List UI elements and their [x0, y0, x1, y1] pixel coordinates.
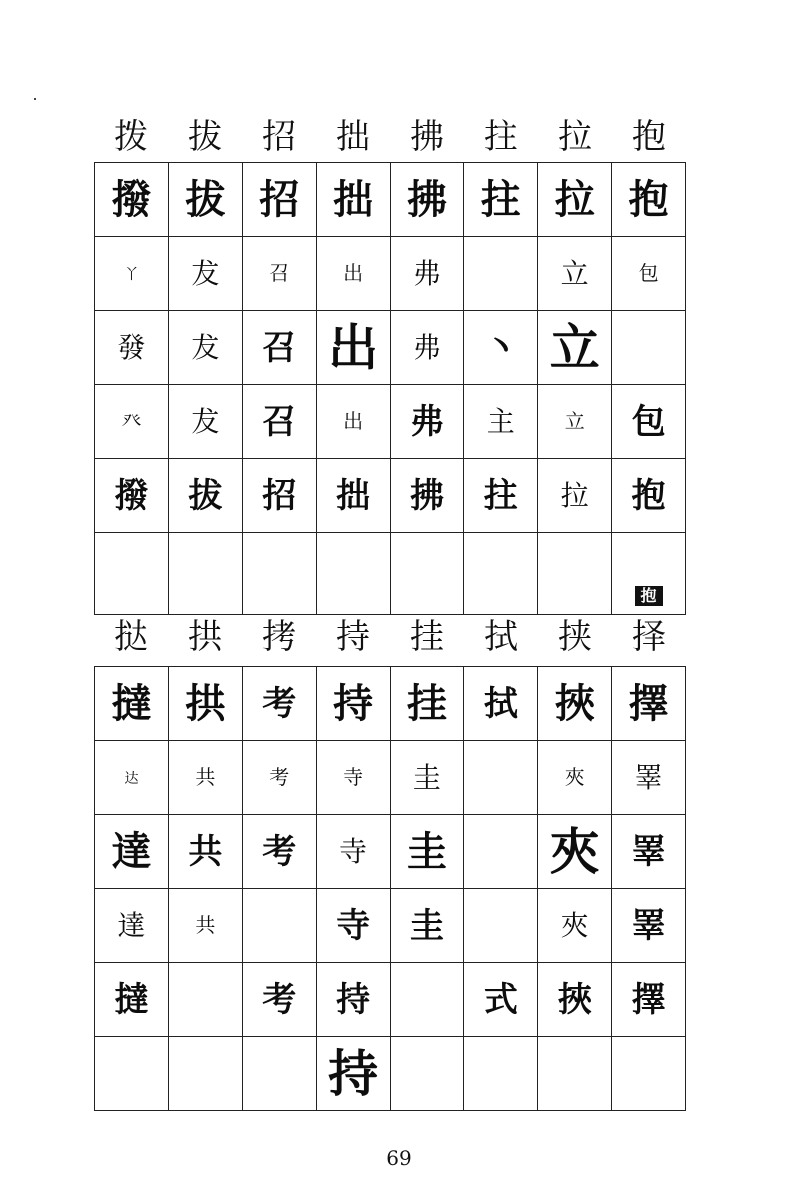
section-1-header-row	[94, 114, 686, 160]
glyph-cell	[612, 815, 686, 889]
glyph: 拉	[560, 478, 589, 512]
glyph: 共	[188, 831, 223, 872]
glyph-cell	[316, 533, 390, 615]
table-row	[95, 459, 686, 533]
glyph: 拱	[185, 680, 226, 727]
glyph: 丫	[124, 267, 139, 283]
table-row	[95, 963, 686, 1037]
glyph: 共	[195, 913, 216, 937]
glyph: 持	[333, 680, 374, 727]
header-char: 拙	[336, 117, 370, 157]
glyph-cell	[538, 667, 612, 741]
glyph: 挾	[557, 979, 592, 1020]
glyph: 包	[638, 261, 659, 285]
glyph: 撥	[114, 475, 149, 516]
glyph: 撥	[111, 176, 152, 223]
glyph-cell	[168, 163, 242, 237]
glyph-cell	[464, 533, 538, 615]
header-char: 持	[336, 617, 370, 657]
header-char: 抱	[632, 117, 666, 157]
glyph: 考	[262, 683, 297, 724]
glyph: 弗	[412, 256, 441, 290]
glyph: 寺	[339, 834, 368, 868]
glyph: 抱	[631, 475, 666, 516]
glyph-cell	[316, 963, 390, 1037]
glyph: 撻	[114, 979, 149, 1020]
glyph-cell	[168, 237, 242, 311]
glyph-cell	[316, 459, 390, 533]
glyph: 弗	[409, 401, 444, 442]
glyph: 挾	[554, 680, 595, 727]
glyph: 睪	[631, 905, 666, 946]
table-row	[95, 163, 686, 237]
header-char: 拱	[188, 617, 222, 657]
glyph-cell	[390, 1037, 464, 1111]
glyph: 包	[631, 401, 666, 442]
glyph-cell	[538, 889, 612, 963]
glyph-cell	[612, 963, 686, 1037]
glyph: 主	[486, 404, 515, 438]
glyph: 達	[117, 908, 146, 942]
glyph: 召	[262, 327, 297, 368]
section-2-glyph-table	[94, 666, 686, 1111]
header-char: 拭	[484, 617, 518, 657]
glyph: 圭	[409, 905, 444, 946]
glyph-cell	[316, 163, 390, 237]
glyph-cell	[390, 533, 464, 615]
glyph-cell	[538, 963, 612, 1037]
glyph-cell	[168, 667, 242, 741]
glyph-cell	[464, 459, 538, 533]
glyph-cell	[464, 963, 538, 1037]
glyph-cell	[316, 385, 390, 459]
glyph-cell	[464, 741, 538, 815]
glyph-cell	[242, 741, 316, 815]
glyph-cell	[612, 1037, 686, 1111]
glyph-cell	[168, 459, 242, 533]
header-char: 拂	[410, 117, 444, 157]
glyph: 拄	[483, 475, 518, 516]
glyph: 共	[195, 765, 216, 789]
glyph-cell	[538, 1037, 612, 1111]
glyph-cell	[390, 815, 464, 889]
glyph-cell	[242, 963, 316, 1037]
glyph-cell	[464, 163, 538, 237]
glyph: 召	[269, 261, 290, 285]
header-char: 挞	[114, 617, 148, 657]
glyph: 癶	[121, 409, 142, 433]
glyph-cell	[95, 741, 169, 815]
glyph: 睪	[631, 831, 666, 872]
glyph-cell	[95, 963, 169, 1037]
header-char: 挂	[410, 617, 444, 657]
glyph-cell	[242, 889, 316, 963]
glyph-cell	[612, 741, 686, 815]
glyph: 犮	[191, 404, 220, 438]
glyph: 夾	[549, 822, 600, 881]
glyph-cell	[612, 163, 686, 237]
glyph-cell	[612, 889, 686, 963]
glyph-cell	[316, 815, 390, 889]
glyph-cell	[316, 237, 390, 311]
glyph-cell	[95, 163, 169, 237]
glyph: 考	[262, 979, 297, 1020]
glyph-cell	[390, 459, 464, 533]
glyph-cell	[538, 815, 612, 889]
glyph: 拙	[336, 475, 371, 516]
glyph-cell	[464, 311, 538, 385]
section-2-header-row	[94, 614, 686, 660]
glyph-cell	[168, 385, 242, 459]
table-row	[95, 311, 686, 385]
glyph: 圭	[406, 828, 447, 875]
glyph-cell	[612, 385, 686, 459]
glyph: 發	[117, 330, 146, 364]
glyph-cell	[316, 741, 390, 815]
glyph-cell	[464, 1037, 538, 1111]
glyph: 寺	[343, 765, 364, 789]
header-char: 拄	[484, 117, 518, 157]
glyph-cell	[95, 459, 169, 533]
glyph-cell	[95, 667, 169, 741]
glyph-cell	[95, 311, 169, 385]
glyph: 挂	[406, 680, 447, 727]
glyph-cell	[168, 889, 242, 963]
glyph-cell	[390, 163, 464, 237]
glyph-cell	[95, 385, 169, 459]
glyph: 犮	[191, 330, 220, 364]
table-row	[95, 741, 686, 815]
glyph-cell	[464, 889, 538, 963]
glyph-cell	[464, 237, 538, 311]
glyph-cell	[538, 741, 612, 815]
glyph: 拙	[333, 176, 374, 223]
glyph-cell	[316, 889, 390, 963]
table-row	[95, 385, 686, 459]
glyph-cell	[242, 385, 316, 459]
glyph-cell	[168, 815, 242, 889]
table-row	[95, 533, 686, 615]
glyph: 招	[259, 176, 300, 223]
glyph-cell	[538, 237, 612, 311]
glyph-cell	[242, 815, 316, 889]
header-char: 择	[632, 617, 666, 657]
glyph-cell	[612, 533, 686, 615]
glyph-cell	[242, 1037, 316, 1111]
glyph: 擇	[628, 680, 669, 727]
header-char: 招	[262, 117, 296, 157]
glyph-cell	[612, 667, 686, 741]
glyph-cell	[242, 667, 316, 741]
glyph: 拔	[188, 475, 223, 516]
glyph: 拂	[406, 176, 447, 223]
header-char: 拨	[114, 117, 148, 157]
glyph-cell	[95, 237, 169, 311]
glyph: 招	[262, 475, 297, 516]
glyph: 撻	[111, 680, 152, 727]
glyph: 丶	[483, 327, 518, 368]
glyph: 达	[124, 771, 139, 787]
glyph: 夾	[560, 908, 589, 942]
table-row	[95, 237, 686, 311]
glyph: 立	[564, 409, 585, 433]
glyph: 夾	[564, 765, 585, 789]
glyph-cell	[95, 889, 169, 963]
glyph: 式	[483, 979, 518, 1020]
glyph: 弗	[412, 330, 441, 364]
glyph: 拉	[554, 176, 595, 223]
header-char: 拔	[188, 117, 222, 157]
glyph-cell	[95, 1037, 169, 1111]
glyph-cell	[538, 163, 612, 237]
glyph-cell	[612, 459, 686, 533]
glyph: 圭	[412, 760, 441, 794]
glyph: 出	[343, 261, 364, 285]
glyph: 拂	[409, 475, 444, 516]
glyph: 考	[269, 765, 290, 789]
glyph: 立	[549, 318, 600, 377]
glyph-cell	[390, 963, 464, 1037]
table-row	[95, 889, 686, 963]
glyph-cell	[464, 385, 538, 459]
glyph: 召	[262, 401, 297, 442]
page-number: 69	[386, 1146, 412, 1170]
glyph-cell	[316, 311, 390, 385]
glyph-cell	[538, 385, 612, 459]
header-char: 挟	[558, 617, 592, 657]
glyph: 拭	[483, 683, 518, 724]
glyph-cell	[242, 533, 316, 615]
glyph-cell	[168, 1037, 242, 1111]
glyph-cell	[538, 311, 612, 385]
glyph: 拄	[480, 176, 521, 223]
glyph-cell	[464, 667, 538, 741]
glyph: 拔	[185, 176, 226, 223]
glyph: 考	[262, 831, 297, 872]
glyph-cell	[538, 459, 612, 533]
glyph-cell	[95, 815, 169, 889]
glyph-cell	[168, 311, 242, 385]
glyph: 持	[336, 979, 371, 1020]
glyph-cell	[242, 311, 316, 385]
glyph-cell	[316, 1037, 390, 1111]
table-row	[95, 1037, 686, 1111]
glyph-cell	[316, 667, 390, 741]
section-1-glyph-table	[94, 162, 686, 615]
glyph: 出	[328, 318, 379, 377]
glyph-cell	[464, 815, 538, 889]
glyph: 出	[343, 409, 364, 433]
glyph: 達	[111, 828, 152, 875]
table-row	[95, 667, 686, 741]
glyph-cell	[390, 889, 464, 963]
header-char: 拉	[558, 117, 592, 157]
glyph: 抱	[628, 176, 669, 223]
glyph-cell	[390, 311, 464, 385]
glyph-cell	[168, 741, 242, 815]
glyph-cell	[612, 237, 686, 311]
seal-stamp-glyph: 抱	[635, 586, 663, 606]
table-row	[95, 815, 686, 889]
glyph-cell	[390, 237, 464, 311]
glyph: 立	[560, 256, 589, 290]
page-mark	[34, 98, 36, 100]
glyph-cell	[538, 533, 612, 615]
glyph-cell	[612, 311, 686, 385]
glyph-cell	[390, 667, 464, 741]
glyph-cell	[390, 741, 464, 815]
glyph: 睪	[634, 760, 663, 794]
glyph: 犮	[191, 256, 220, 290]
glyph-cell	[242, 459, 316, 533]
glyph-cell	[168, 533, 242, 615]
glyph-cell	[390, 385, 464, 459]
glyph: 持	[328, 1044, 379, 1103]
glyph: 擇	[631, 979, 666, 1020]
glyph-cell	[168, 963, 242, 1037]
glyph-cell	[242, 237, 316, 311]
glyph-cell	[242, 163, 316, 237]
glyph: 寺	[336, 905, 371, 946]
header-char: 拷	[262, 617, 296, 657]
glyph-cell	[95, 533, 169, 615]
